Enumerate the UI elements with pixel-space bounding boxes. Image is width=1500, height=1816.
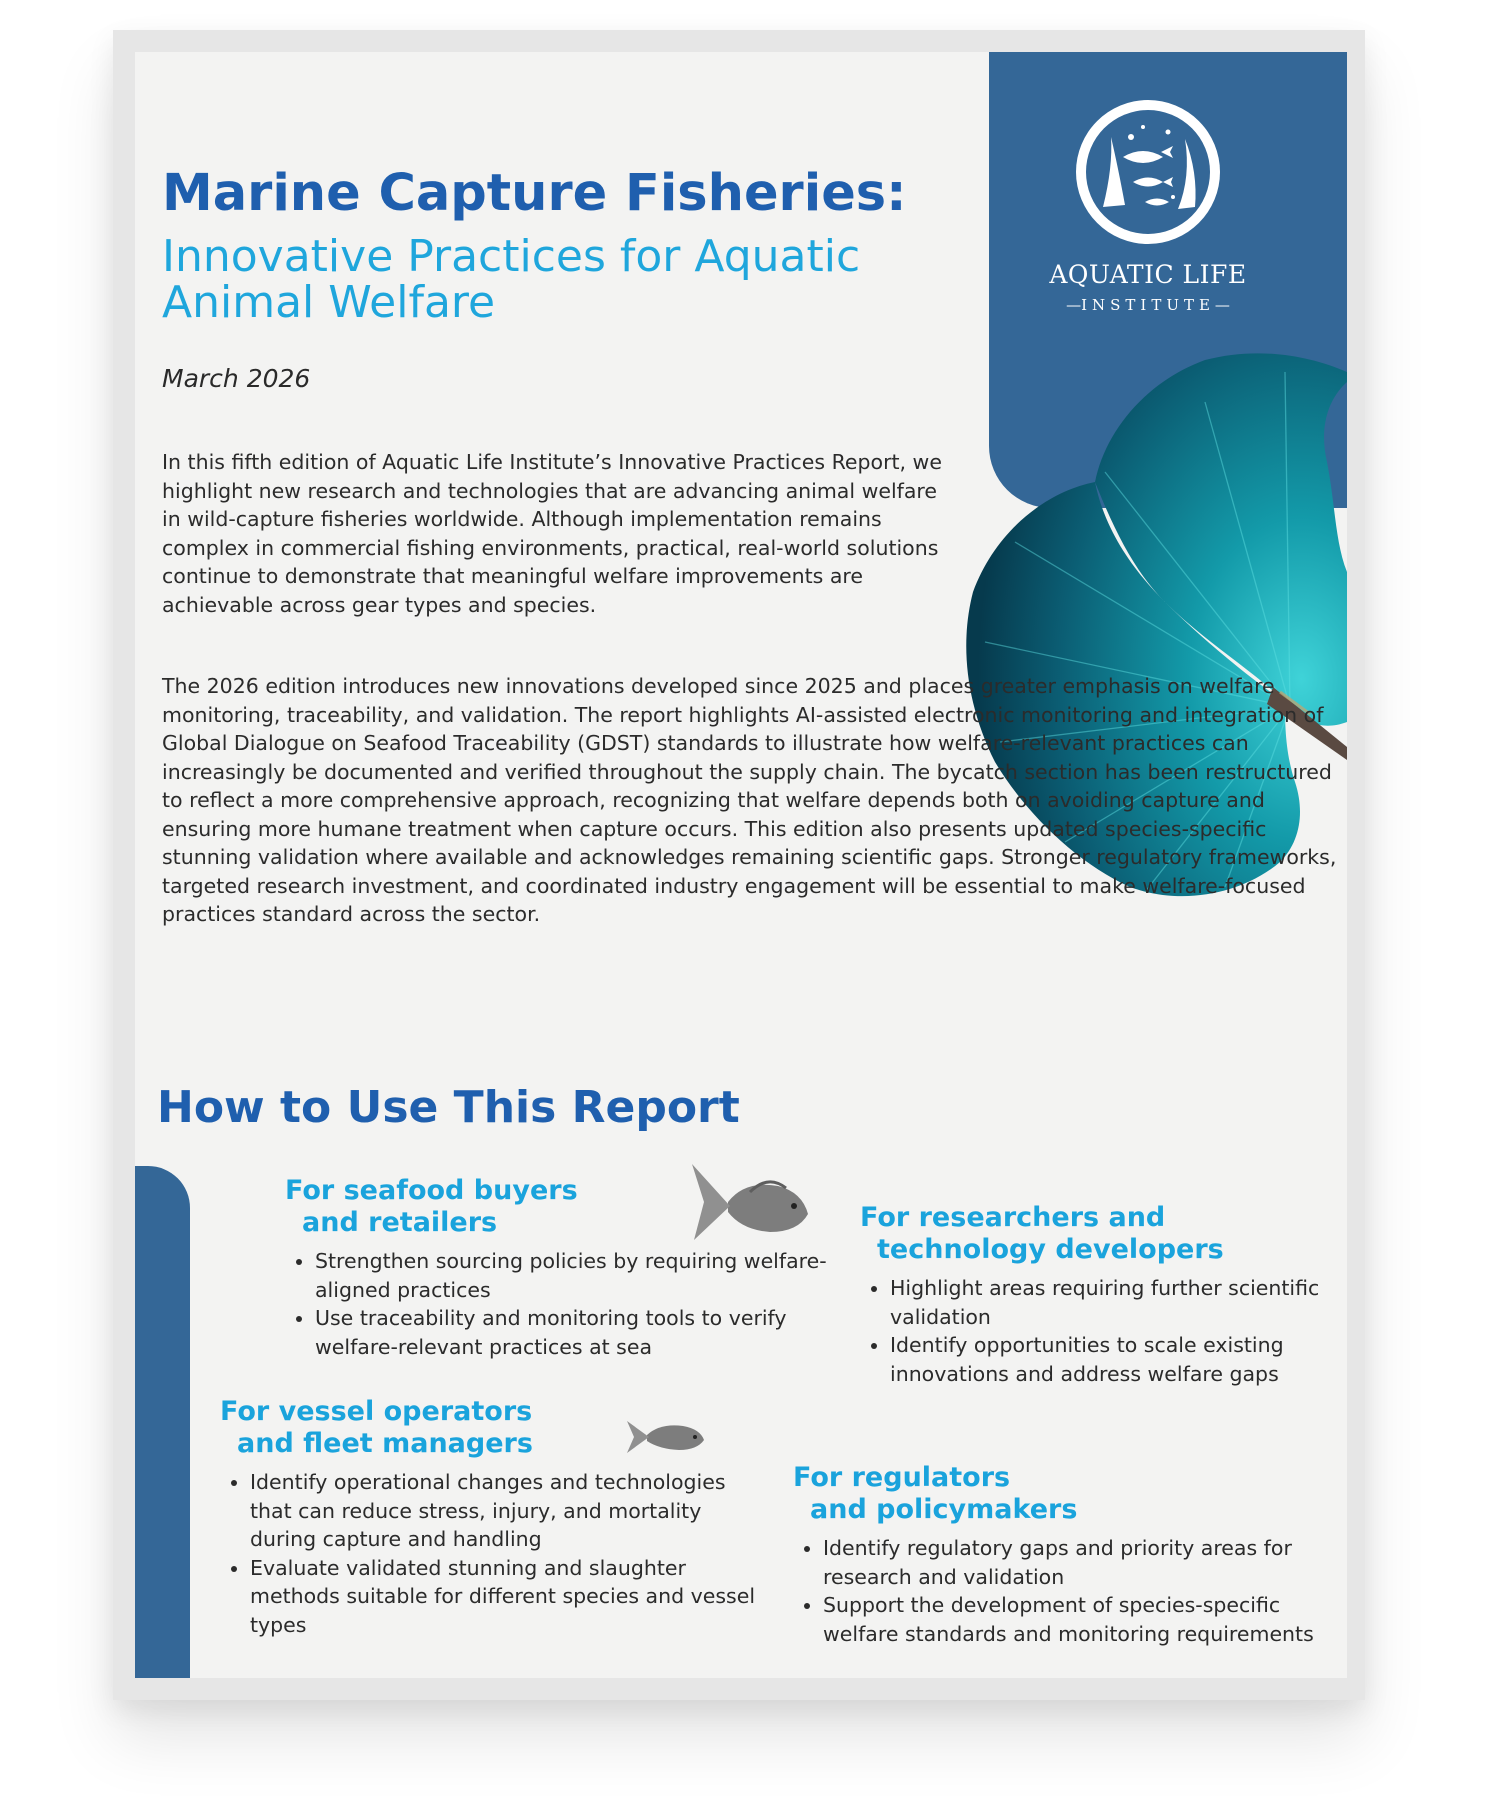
bullet-list (285, 1247, 845, 1361)
list-item: • Support the development of species-specific welfare standards and monitoring requirements (823, 1591, 1333, 1648)
audience-heading (793, 1462, 1333, 1526)
left-accent-bar (135, 1166, 190, 1678)
audience-heading (285, 1175, 845, 1239)
report-title: Marine Capture Fisheries: (162, 164, 907, 223)
audience-vessel-operators (220, 1396, 760, 1639)
heading-line-2: and policymakers (810, 1494, 1078, 1525)
logo-subtitle: —INSTITUTE— (1066, 296, 1230, 314)
how-to-use-title: How to Use This Report (157, 1082, 740, 1133)
report-page (135, 52, 1347, 1678)
heading-line-1: For regulators (793, 1462, 1011, 1493)
heading-line-2: technology developers (877, 1234, 1224, 1265)
bullet-list (793, 1534, 1333, 1648)
audience-heading (860, 1202, 1320, 1266)
bullet-list (220, 1468, 760, 1639)
report-date: March 2026 (162, 364, 311, 393)
intro-paragraph-1: In this fifth edition of Aquatic Life Institute’s Innovative Practices Report, we highlight new research and technologies that are advancing animal welfare in wild-capture fisheries worldwide. Although implementation remains complex in commercial fishing environments, practical, real-world solutions continue to demonstrate that meaningful welfare improvements are achievable across gear types and species. (162, 450, 942, 617)
heading-line-1: For researchers and (860, 1202, 1166, 1233)
list-item: • Strengthen sourcing policies by requiring welfare-aligned practices (315, 1247, 845, 1304)
fish-coral-circle-icon (1073, 97, 1223, 247)
heading-line-1: For vessel operators (220, 1396, 533, 1427)
audience-regulators (793, 1462, 1333, 1648)
list-item: • Use traceability and monitoring tools to verify welfare-relevant practices at sea (315, 1304, 845, 1361)
heading-line-2: and fleet managers (237, 1428, 533, 1459)
audience-researchers (860, 1202, 1320, 1388)
audience-heading (220, 1396, 760, 1460)
list-item: • Identify regulatory gaps and priority areas for research and validation (823, 1534, 1333, 1591)
report-subtitle: Innovative Practices for Aquatic Animal Welfare (162, 231, 861, 328)
list-item: • Highlight areas requiring further scientific validation (890, 1274, 1320, 1331)
heading-line-2: and retailers (302, 1207, 498, 1238)
list-item: • Identify operational changes and technologies that can reduce stress, injury, and mortality during capture and handling (250, 1468, 760, 1554)
intro-paragraph-2: The 2026 edition introduces new innovations developed since 2025 and places greater emphasis on welfare monitoring, traceability, and validation. The report highlights AI-assisted electronic monitoring and integration of Global Dialogue on Seafood Traceability (GDST) standards to illustrate how welfare-relevant practices can increasingly be documented and verified throughout the supply chain. The bycatch section has been restructured to reflect a more comprehensive approach, recognizing that welfare depends both on avoiding capture and ensuring more humane treatment when capture occurs. This edition also presents updated species-specific stunning validation where available and acknowledges remaining scientific gaps. Stronger regulatory frameworks, targeted research investment, and coordinated industry engagement will be essential to make welfare-focused practices standard across the sector. (162, 674, 1337, 926)
list-item: • Evaluate validated stunning and slaughter methods suitable for different species and vessel types (250, 1554, 760, 1640)
bullet-list (860, 1274, 1320, 1388)
heading-line-1: For seafood buyers (285, 1175, 578, 1206)
audience-seafood-buyers (285, 1175, 845, 1361)
list-item: • Identify opportunities to scale existing innovations and address welfare gaps (890, 1331, 1320, 1388)
logo-name: AQUATIC LIFE (1049, 260, 1247, 289)
